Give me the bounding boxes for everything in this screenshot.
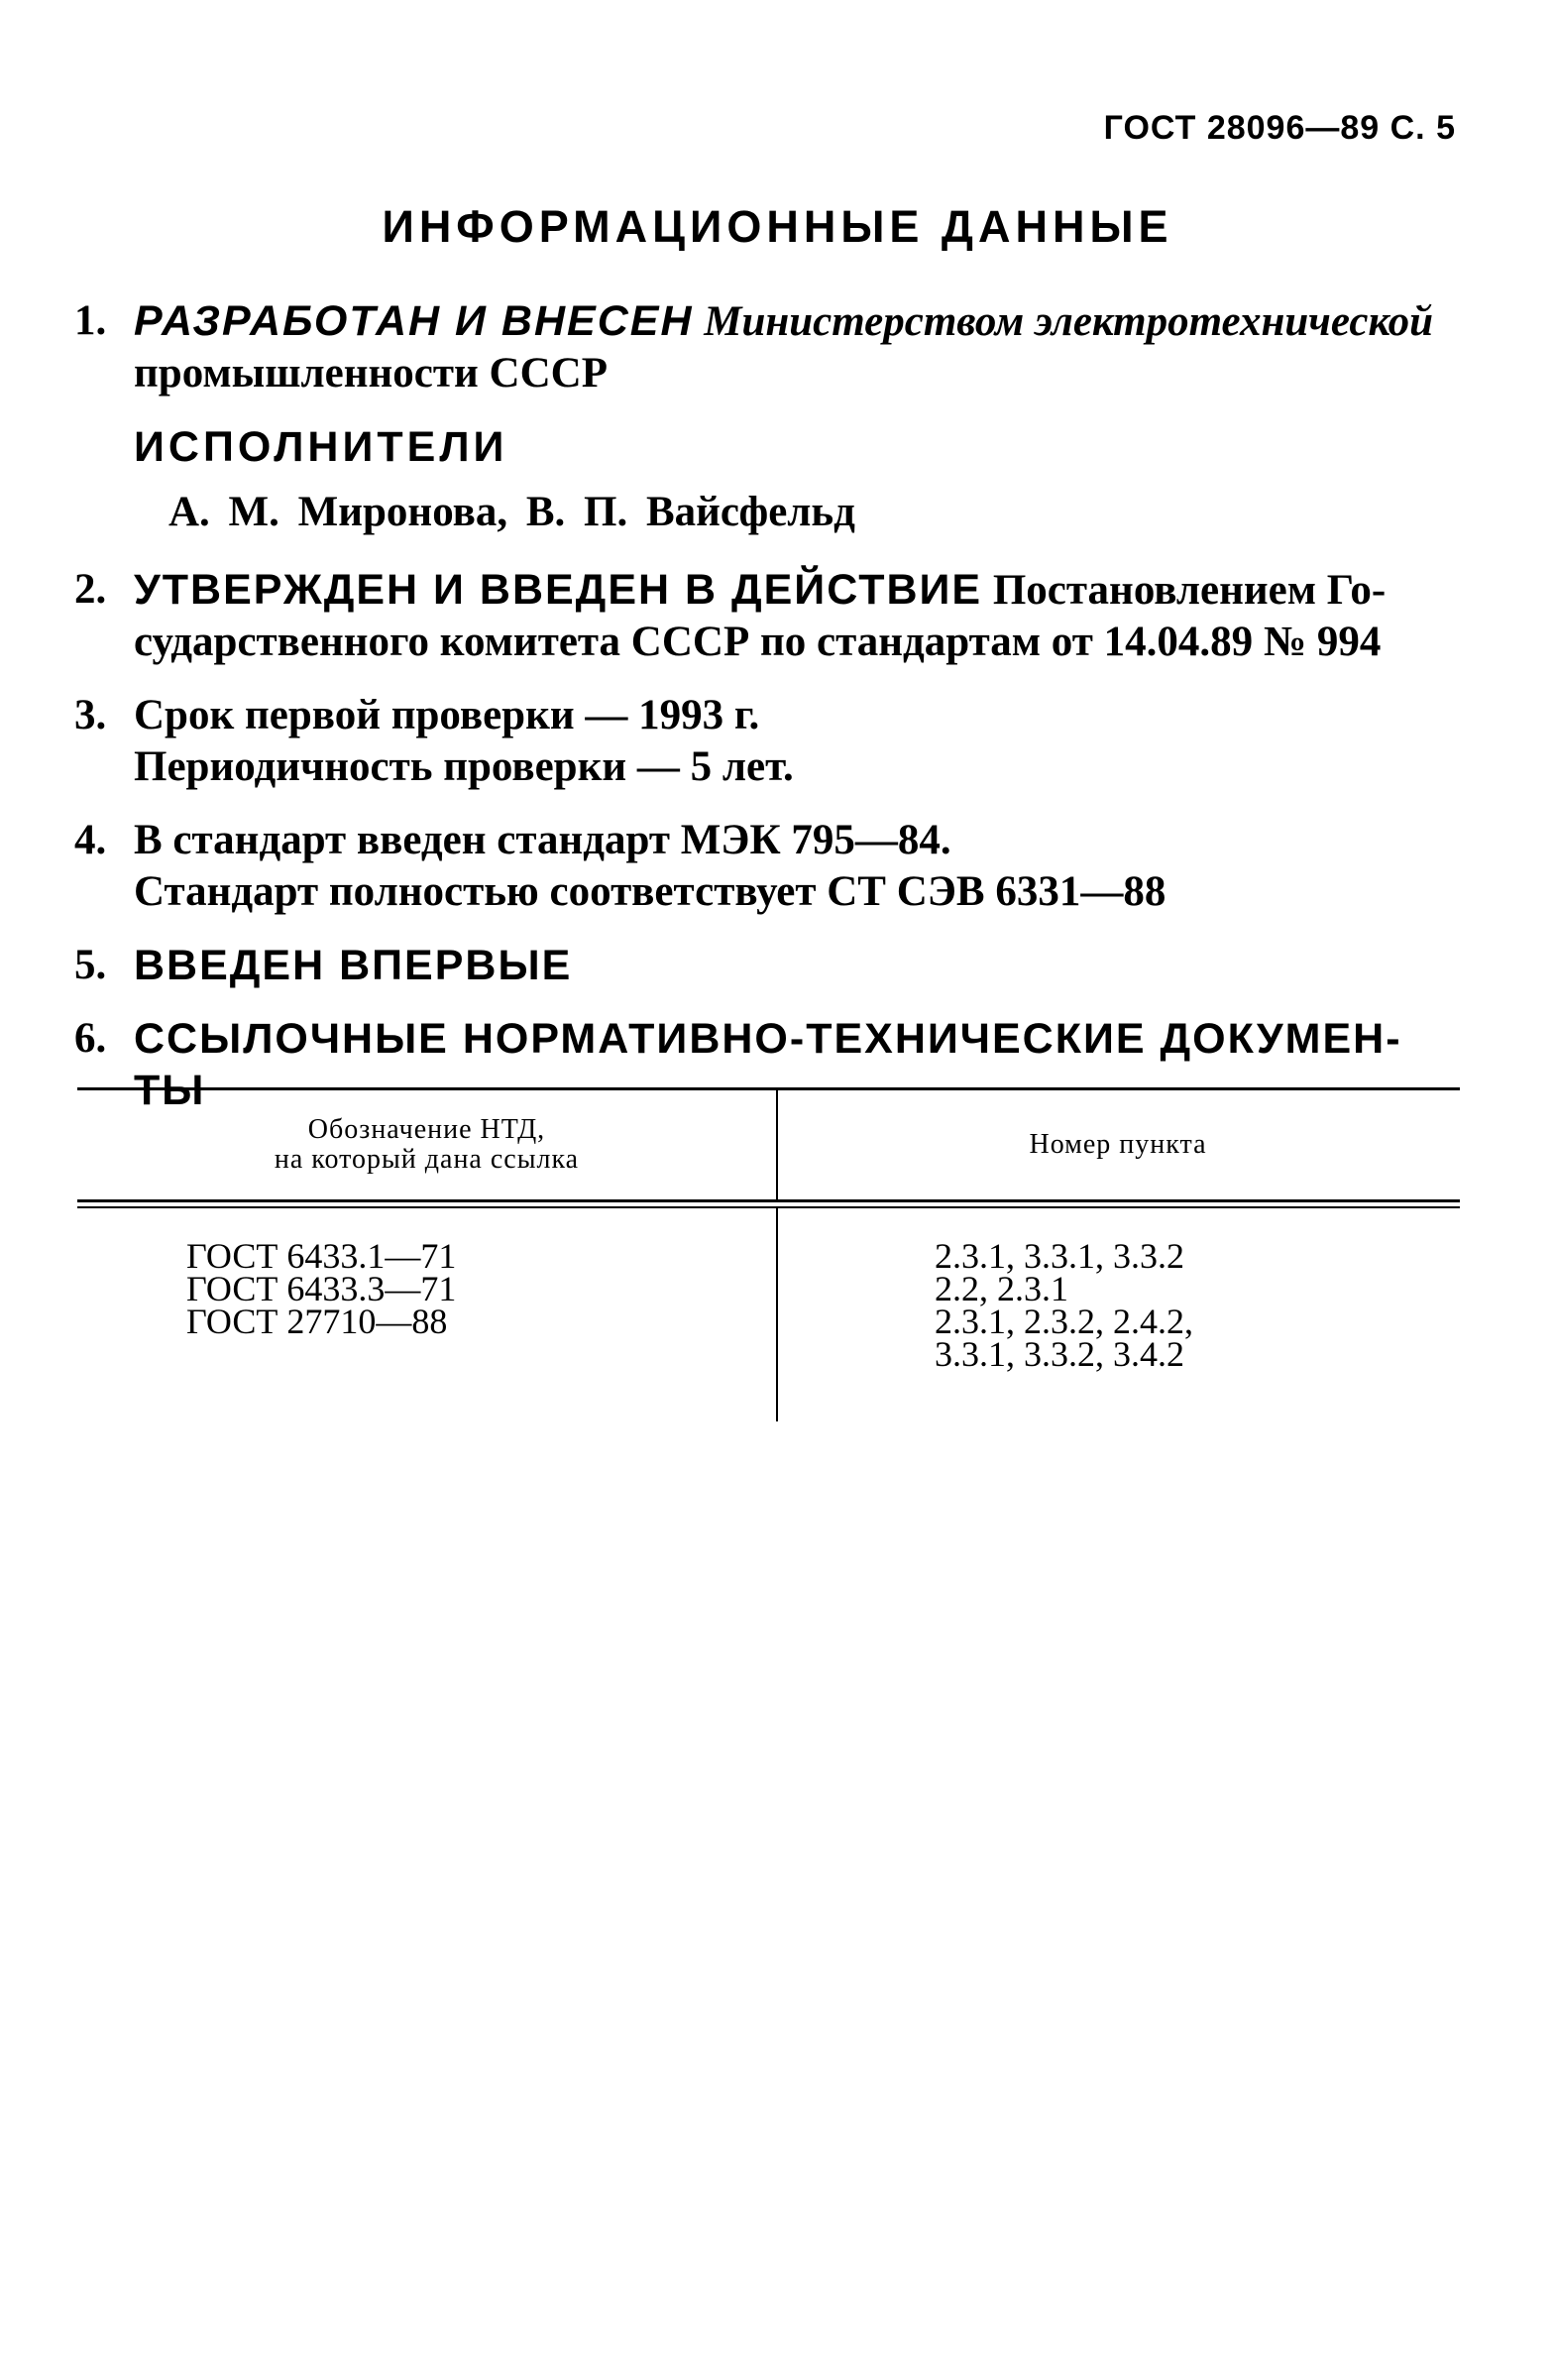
table-row: ГОСТ 27710—88	[186, 1302, 448, 1341]
item-number: 4.	[74, 817, 107, 863]
header-rule	[77, 1199, 1460, 1202]
references-table	[77, 1087, 1460, 1428]
table-row: ГОСТ 6433.3—71	[186, 1269, 457, 1308]
list-item-5	[74, 940, 1462, 991]
list-item-4	[74, 815, 1462, 918]
page-title: ИНФОРМАЦИОННЫЕ ДАННЫЕ	[382, 201, 1173, 252]
table-row: 2.3.1, 2.3.2, 2.4.2,	[935, 1302, 1193, 1341]
item-line	[134, 564, 1462, 617]
item-body: ВВЕДЕН ВПЕРВЫЕ	[134, 942, 573, 989]
clause-cell	[776, 1236, 1460, 1428]
item-number: 5.	[74, 942, 107, 988]
column-header-clause: Номер пункта	[1029, 1129, 1207, 1160]
header-line: на который дана ссылка	[274, 1144, 580, 1175]
page-reference: ГОСТ 28096—89 С. 5	[1103, 109, 1456, 147]
item-body	[134, 295, 1462, 399]
item-line-2: ТЫ	[134, 1067, 206, 1114]
performers-names: А. М. Миронова, В. П. Вайсфельд	[168, 489, 855, 535]
performers-heading: ИСПОЛНИТЕЛИ	[134, 423, 508, 471]
item-line-2: Периодичность проверки — 5 лет.	[134, 743, 794, 790]
item-line: ССЫЛОЧНЫЕ НОРМАТИВНО-ТЕХНИЧЕСКИЕ ДОКУМЕН-	[134, 1015, 1402, 1063]
item-line-2: Стандарт полностью соответствует СТ СЭВ 6331—88	[134, 868, 1166, 915]
document-cell	[77, 1236, 776, 1428]
item-number: 1.	[74, 297, 107, 344]
item-line-2: промышленности СССР	[134, 350, 608, 397]
item-number: 2.	[74, 566, 107, 613]
item-lead: УТВЕРЖДЕН И ВВЕДЕН В ДЕЙСТВИЕ	[134, 566, 983, 614]
table-row: 2.3.1, 3.3.1, 3.3.2	[935, 1236, 1184, 1276]
item-line: Срок первой проверки — 1993 г.	[134, 692, 760, 738]
column-divider	[776, 1090, 778, 1199]
column-header-document	[77, 1090, 776, 1199]
header-line: Обозначение НТД,	[307, 1114, 546, 1145]
item-line	[134, 295, 1462, 348]
item-body	[134, 564, 1462, 668]
list-item-3	[74, 690, 1462, 793]
list-item-2	[74, 564, 1462, 668]
table-header	[77, 1090, 1460, 1199]
item-line: В стандарт введен стандарт МЭК 795—84.	[134, 817, 951, 863]
item-body	[134, 690, 1462, 793]
list-item-1	[74, 295, 1462, 399]
table-row: 2.2, 2.3.1	[935, 1269, 1068, 1308]
item-lead: РАЗРАБОТАН И ВНЕСЕН	[134, 297, 694, 345]
table-row: ГОСТ 6433.1—71	[186, 1236, 457, 1276]
item-body	[134, 815, 1462, 918]
info-list	[74, 295, 1462, 1138]
item-number: 6.	[74, 1015, 107, 1062]
column-divider	[776, 1208, 778, 1421]
item-rest: Министерством электротехнической	[704, 298, 1434, 345]
item-rest: Постановлением Го-	[992, 567, 1387, 614]
table-row: 3.3.1, 3.3.2, 3.4.2	[935, 1334, 1184, 1374]
item-number: 3.	[74, 692, 107, 738]
table-body	[77, 1208, 1460, 1428]
item-line-2: сударственного комитета СССР по стандартам от 14.04.89 № 994	[134, 619, 1382, 665]
